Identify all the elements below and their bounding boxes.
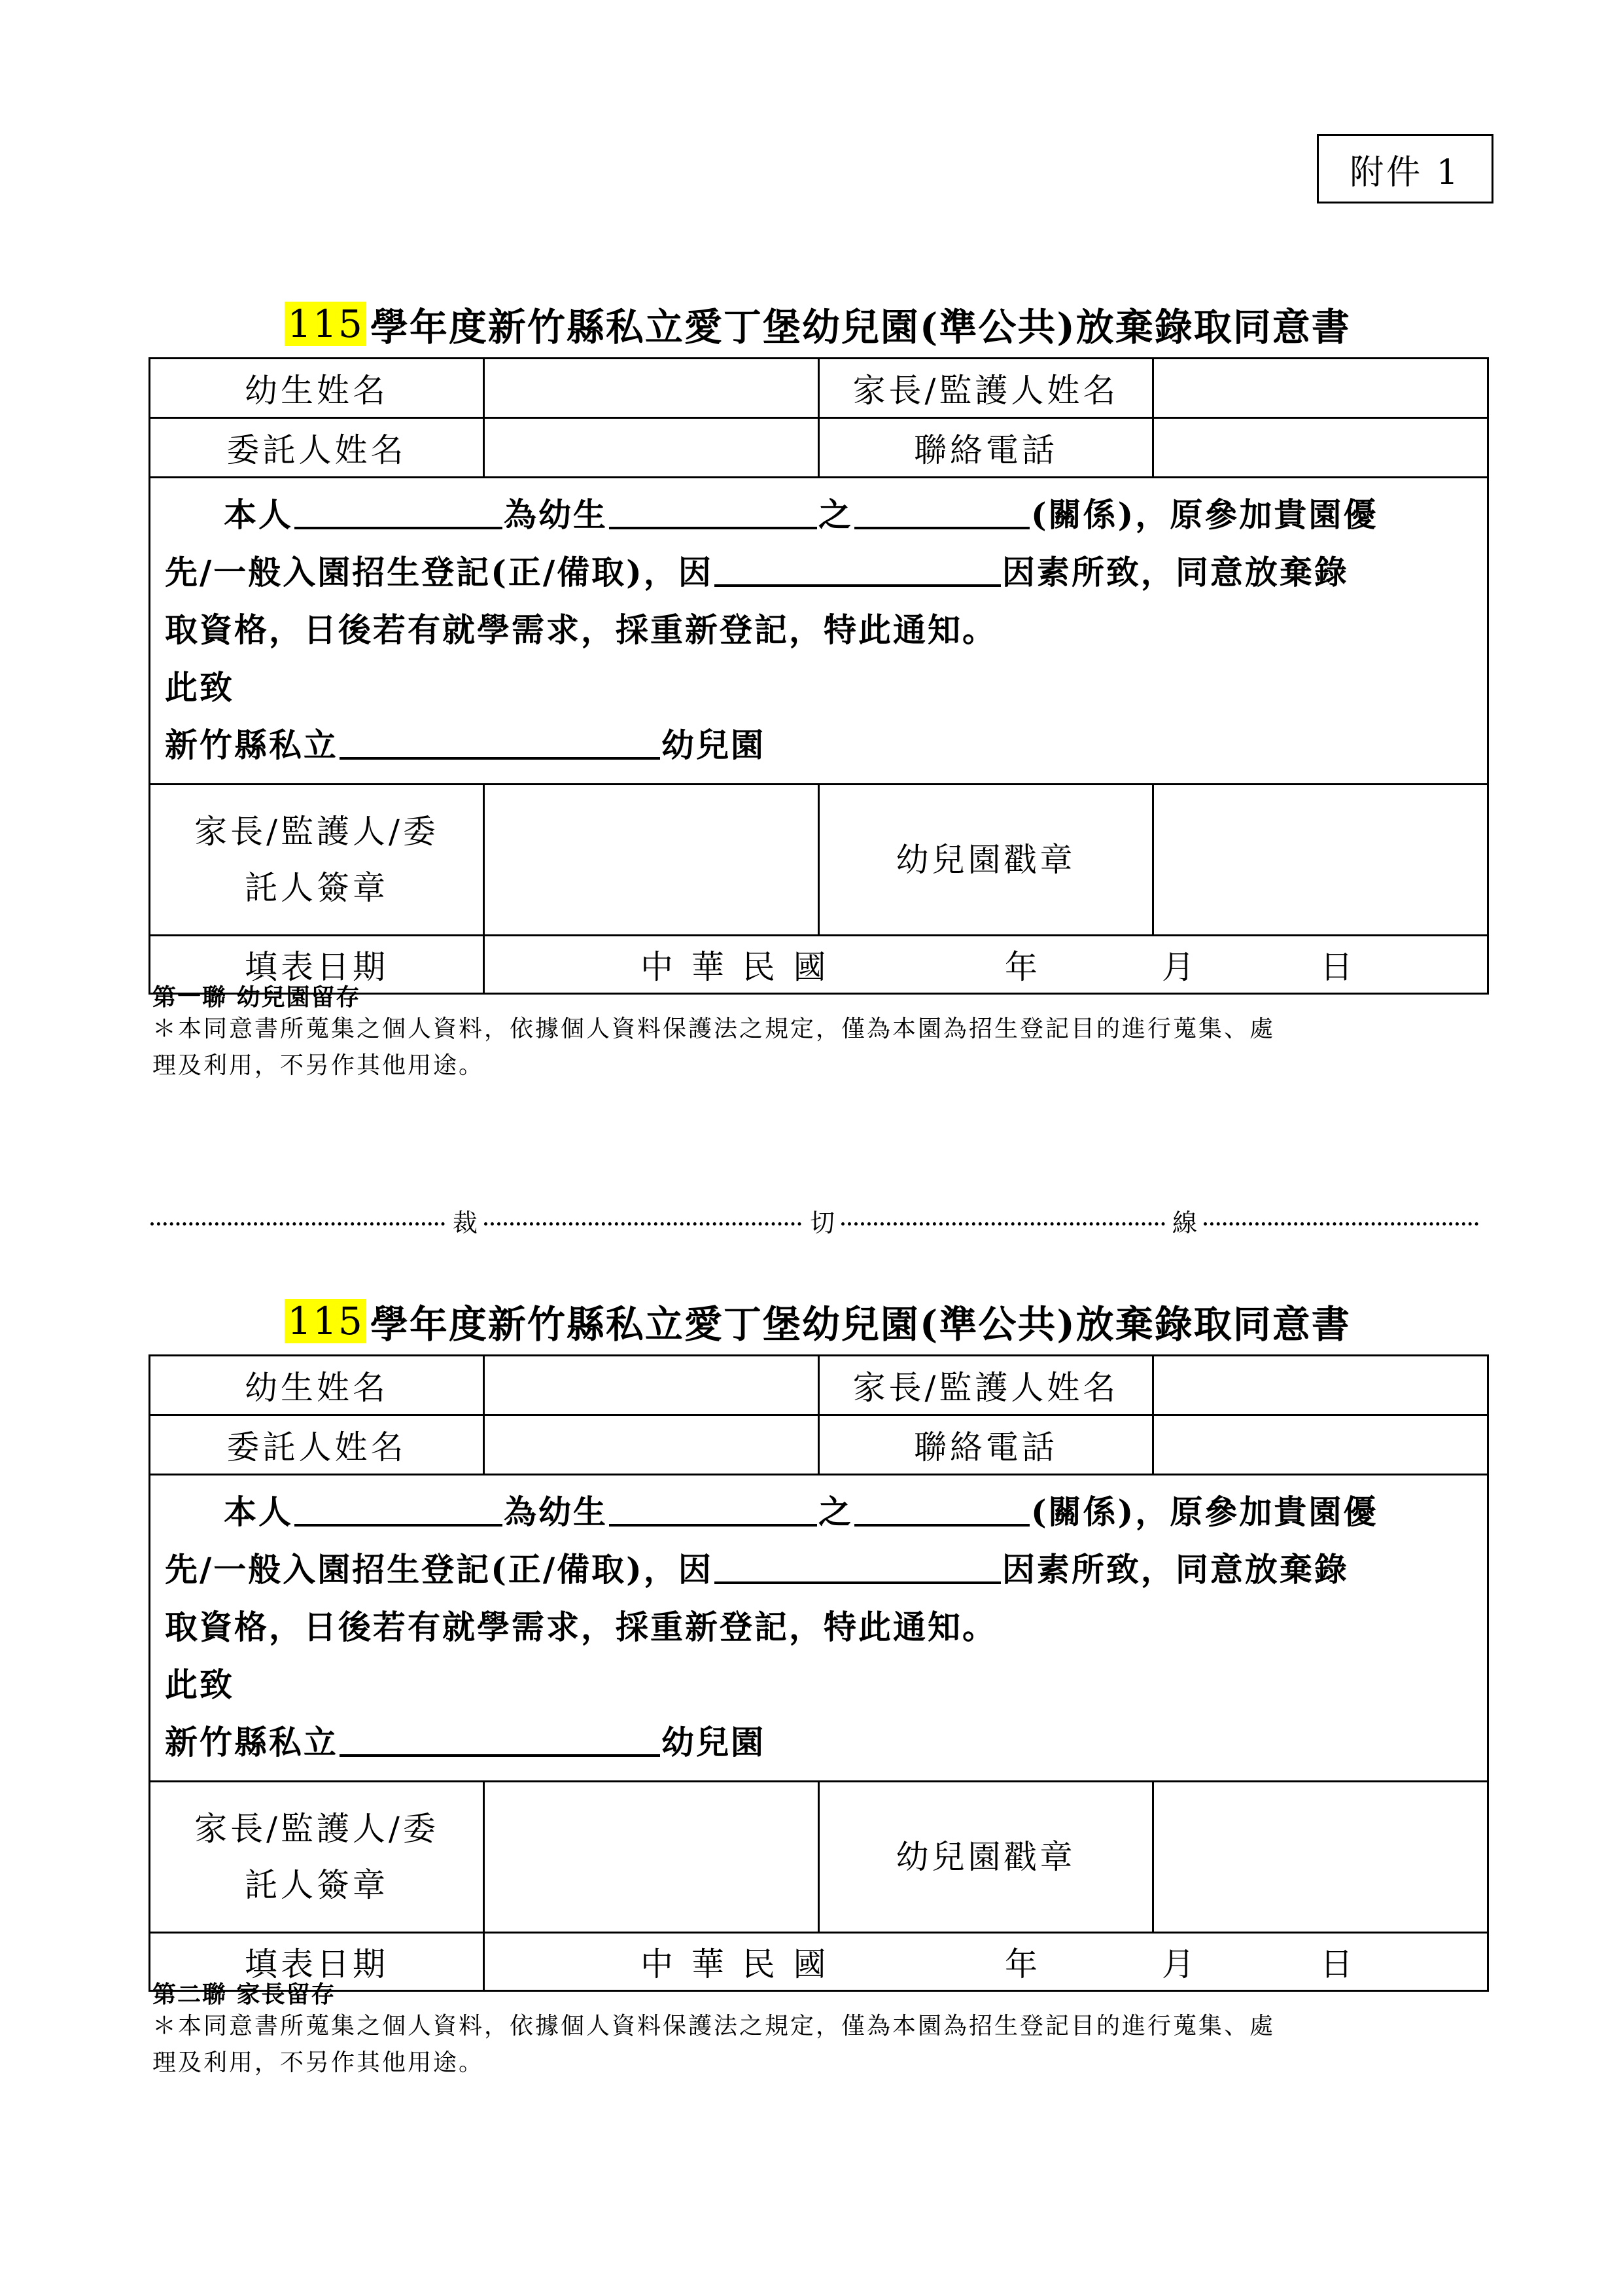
phone-label: 聯絡電話: [819, 1415, 1153, 1475]
salutation: 此致: [165, 1665, 234, 1704]
phone-field[interactable]: [1153, 418, 1488, 478]
date-year: 年: [1005, 948, 1041, 986]
form-table: [148, 1354, 1489, 1992]
statement-text: 本人: [224, 495, 293, 534]
cut-dots: [841, 1222, 1165, 1226]
salutation: 此致: [165, 668, 234, 707]
statement-cell: [150, 1475, 1488, 1782]
signer-label-line: 託人簽章: [245, 869, 389, 907]
parent-name-label: 家長/監護人姓名: [819, 359, 1153, 418]
privacy-note-line: ＊本同意書所蒐集之個人資料，依據個人資料保護法之規定，僅為本園為招生登記目的進行蒐集、處: [152, 2013, 1276, 2040]
self-name-blank[interactable]: [294, 1492, 502, 1527]
delegate-name-label: 委託人姓名: [150, 418, 484, 478]
date-field[interactable]: [484, 936, 1488, 994]
reason-blank[interactable]: [714, 1550, 1001, 1584]
child-name-label: 幼生姓名: [150, 1356, 484, 1415]
stamp-field[interactable]: [1153, 1782, 1488, 1933]
recipient-prefix: 新竹縣私立: [165, 1723, 338, 1761]
recipient-suffix: 幼兒園: [661, 1723, 765, 1761]
signer-label-line: 家長/監護人/委: [194, 1810, 439, 1848]
stamp-label: 幼兒園戳章: [819, 1782, 1153, 1933]
statement-text: (關係)，原參加貴園優: [1031, 1492, 1378, 1531]
stamp-field[interactable]: [1153, 785, 1488, 936]
date-year: 年: [1005, 1945, 1041, 1983]
recipient-suffix: 幼兒園: [661, 726, 765, 764]
phone-label: 聯絡電話: [819, 418, 1153, 478]
statement-text: 取資格，日後若有就學需求，採重新登記，特此通知。: [165, 1608, 997, 1646]
date-era: 中 華 民 國: [640, 948, 830, 986]
form-table: [148, 357, 1489, 995]
signer-signature-field[interactable]: [484, 1782, 819, 1933]
signer-label-line: 託人簽章: [245, 1866, 389, 1904]
recipient-prefix: 新竹縣私立: [165, 726, 338, 764]
date-month: 月: [1162, 948, 1198, 986]
stamp-label: 幼兒園戳章: [819, 785, 1153, 936]
kindergarten-name-blank[interactable]: [340, 1723, 660, 1757]
cut-char: 裁: [453, 1209, 478, 1237]
delegate-name-field[interactable]: [484, 1415, 819, 1475]
child-name-label: 幼生姓名: [150, 359, 484, 418]
cut-dots: [484, 1222, 801, 1226]
date-day: 日: [1320, 948, 1356, 986]
child-name-field[interactable]: [484, 1356, 819, 1415]
privacy-note-line: 理及利用，不另作其他用途。: [152, 2049, 485, 2076]
date-label: 填表日期: [150, 936, 484, 994]
statement-text: 之: [818, 495, 853, 534]
child-name-blank[interactable]: [609, 1492, 817, 1527]
child-name-field[interactable]: [484, 359, 819, 418]
statement-text: 為幼生: [504, 495, 608, 534]
signer-label-line: 家長/監護人/委: [194, 813, 439, 851]
statement-text: 之: [818, 1492, 853, 1531]
title-text: 學年度新竹縣私立愛丁堡幼兒園(準公共)放棄錄取同意書: [370, 1302, 1351, 1347]
date-era: 中 華 民 國: [640, 1945, 830, 1983]
signer-label: [150, 785, 484, 936]
statement-text: 為幼生: [504, 1492, 608, 1531]
kindergarten-name-blank[interactable]: [340, 726, 660, 760]
form-title: [148, 1295, 1487, 1347]
cut-dots: [1204, 1222, 1478, 1226]
parent-name-field[interactable]: [1153, 1356, 1488, 1415]
title-year-number: 115: [285, 302, 366, 346]
statement-text: (關係)，原參加貴園優: [1031, 495, 1378, 534]
delegate-name-field[interactable]: [484, 418, 819, 478]
statement-text: 先/一般入園招生登記(正/備取)，因: [165, 1550, 713, 1589]
relationship-blank[interactable]: [854, 1492, 1030, 1527]
self-name-blank[interactable]: [294, 495, 502, 529]
copy-label: 第二聯 家長留存: [152, 1981, 336, 2008]
parent-name-label: 家長/監護人姓名: [819, 1356, 1153, 1415]
title-year-number: 115: [285, 1299, 366, 1343]
privacy-note: [152, 1011, 1487, 1084]
phone-field[interactable]: [1153, 1415, 1488, 1475]
reason-blank[interactable]: [714, 553, 1001, 587]
cut-char: 線: [1172, 1209, 1198, 1237]
statement-cell: [150, 478, 1488, 785]
child-name-blank[interactable]: [609, 495, 817, 529]
signer-label: [150, 1782, 484, 1933]
cut-char: 切: [810, 1209, 835, 1237]
delegate-name-label: 委託人姓名: [150, 1415, 484, 1475]
cut-dots: [150, 1222, 445, 1226]
date-month: 月: [1162, 1945, 1198, 1983]
privacy-note-line: 理及利用，不另作其他用途。: [152, 1052, 485, 1079]
privacy-note: [152, 2008, 1487, 2081]
statement-text: 因素所致，同意放棄錄: [1002, 1550, 1349, 1589]
cut-line: [150, 1203, 1478, 1237]
copy-label: 第一聯 幼兒園留存: [152, 983, 361, 1011]
statement-text: 取資格，日後若有就學需求，採重新登記，特此通知。: [165, 610, 997, 649]
title-text: 學年度新竹縣私立愛丁堡幼兒園(準公共)放棄錄取同意書: [370, 305, 1351, 349]
privacy-note-line: ＊本同意書所蒐集之個人資料，依據個人資料保護法之規定，僅為本園為招生登記目的進行蒐集、處: [152, 1016, 1276, 1042]
statement-text: 本人: [224, 1492, 293, 1531]
statement-text: 先/一般入園招生登記(正/備取)，因: [165, 553, 713, 592]
statement-text: 因素所致，同意放棄錄: [1002, 553, 1349, 592]
parent-name-field[interactable]: [1153, 359, 1488, 418]
date-field[interactable]: [484, 1933, 1488, 1991]
attachment-label: 附件 1: [1317, 134, 1493, 203]
relationship-blank[interactable]: [854, 495, 1030, 529]
date-label: 填表日期: [150, 1933, 484, 1991]
form-title: [148, 298, 1487, 350]
date-day: 日: [1320, 1945, 1356, 1983]
signer-signature-field[interactable]: [484, 785, 819, 936]
